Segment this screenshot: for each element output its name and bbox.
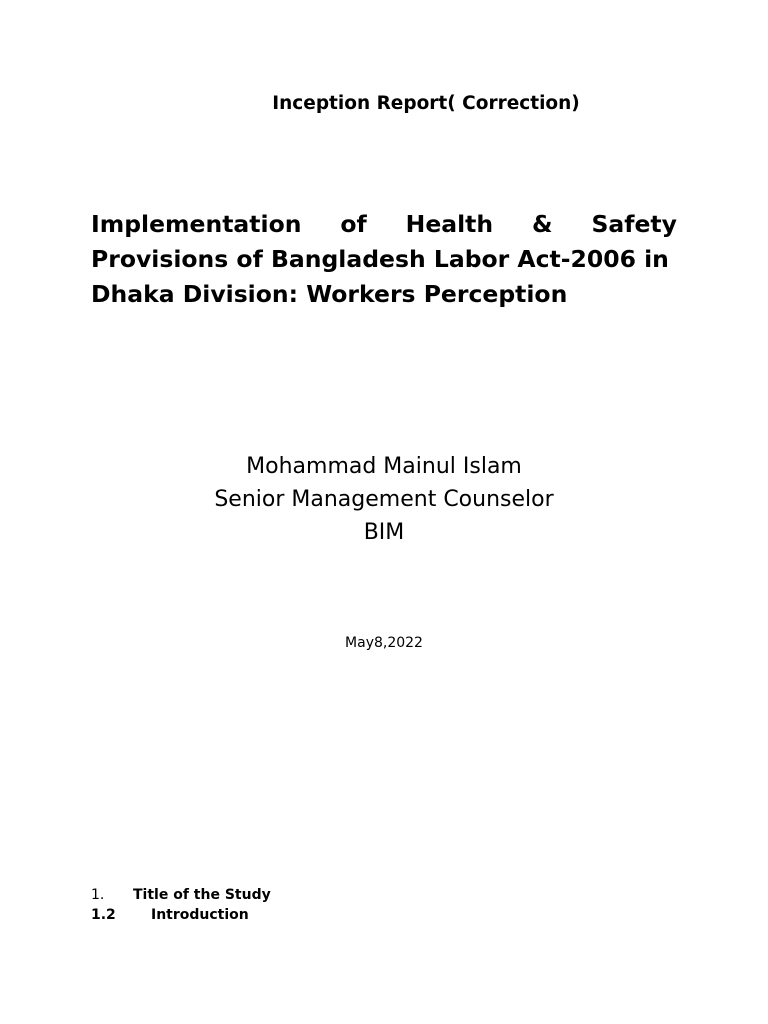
document-title [91, 207, 677, 312]
author-designation: Senior Management Counselor [214, 487, 554, 512]
report-date: May8,2022 [345, 635, 423, 651]
title-word: Implementation [91, 210, 302, 238]
title-line-1 [91, 207, 677, 242]
title-word: Safety [591, 210, 677, 238]
toc-item-number: 1.2 [91, 907, 116, 923]
toc-item-number: 1. [91, 887, 105, 903]
title-line-2: Provisions of Bangladesh Labor Act-2006 in [91, 245, 669, 273]
author-name: Mohammad Mainul Islam [246, 454, 522, 479]
author-block [0, 450, 768, 549]
title-word: of [340, 210, 367, 238]
toc-item-label: Introduction [151, 907, 249, 923]
author-organization: BIM [363, 520, 405, 545]
title-word: & [532, 210, 553, 238]
report-type-heading: Inception Report( Correction) [272, 93, 580, 114]
title-word: Health [405, 210, 494, 238]
toc-item-label: Title of the Study [133, 887, 271, 903]
title-line-3: Dhaka Division: Workers Perception [91, 280, 568, 308]
